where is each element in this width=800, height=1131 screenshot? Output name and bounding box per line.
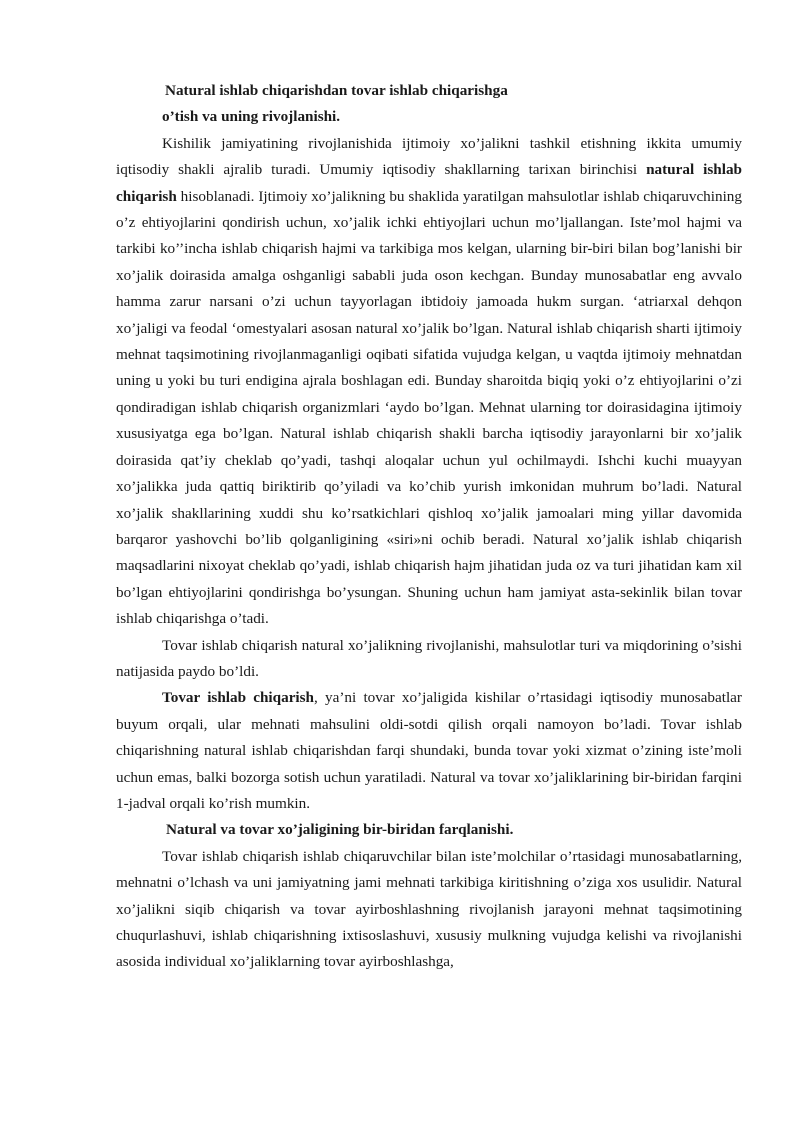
paragraph-natural-production — [116, 131, 742, 633]
paragraph-commodity-relations: Tovar ishlab chiqarish ishlab chiqaruvchilar bilan iste’molchilar o’rtasidagi munosabatlarning, mehnatni o’lchash va uni jamiyatning jami mehnati tarkibiga kiritishning o’ziga xos usulidir. Natural xo’jalikni siqib chiqarish va tovar ayirboshlashning rivojlanish jarayoni mehnat taqsimotining chuqurlashuvi, ishlab chiqarishning ixtisoslashuvi, xususiy mulkning vujudga kelishi va rivojlanishi asosida individual xo’jaliklarning tovar ayirboshlashga, — [116, 847, 742, 971]
section-heading: Natural va tovar xo’jaligining bir-biridan farqlanishi. — [166, 821, 514, 839]
term-natural-production: natural ishlab chiqarish — [116, 161, 742, 205]
heading-line-1: Natural ishlab chiqarishdan tovar ishlab chiqarishga — [165, 82, 508, 99]
paragraph-rest: hisoblanadi. Ijtimoiy xo’jalikning bu shaklida yaratilgan mahsulotlar ishlab chiqaruvchining o’z ehtiyojlarini qondirish uchun, xo’jalik ichki ehtiyojlari uchun mo’ljallangan. Iste’mol hajmi va tarkibi ko’’incha ishlab chiqarish hajmi va tarkibiga mos kelgan, ularning bir-biri bilan bog’lanishi bir xo’jalik doirasida amalga oshganligi sababli juda oson kechgan. Bunday munosabatlar eng avvalo hamma zarur narsani o’zi uchun tayyorlagan ibtidoiy jamoada hukm surgan. ‘atriarxal dehqon xo’jaligi va feodal ‘omestyalari asosan natural xo’jalik bo’lgan. Natural ishlab chiqarish sharti ijtimoiy mehnat taqsimotining rivojlanmaganligi oqibati sifatida vujudga kelgan, u vaqtda ijtimoiy mehnatdan uning u yoki bu turi endigina ajrala boshlagan edi. Bunday sharoitda biqiq yoki o’z ehtiyojlarini o’zi qondiradigan ishlab chiqarish organizmlari ‘aydo bo’lgan. Mehnat ularning tor doirasidagina ijtimoiy xususiyatga ega bo’lgan. Natural ishlab chiqarish shakli barcha iqtisodiy jarayonlarni bir xo’jalik doirasida qat’iy cheklab qo’yadi, tashqi aloqalar uchun yul ochilmaydi. Ishchi kuchi muayyan xo’jalikka juda qattiq biriktirib qo’yiladi va ko’chib yurish imkonidan muhrum bo’ladi. Natural xo’jalik shakllarining xuddi shu ko’rsatkichlari qishloq xo’jalik jamoalari ming yillar davomida barqaror yashovchi bo’lib qolganligining «siri»ni ochib beradi. Natural xo’jalik ishlab chiqarish maqsadlarini nixoyat cheklab qo’yadi, ishlab chiqarish hajm jihatidan juda oz va turi jihatidan kam xil bo’lgan ehtiyojlarini qondirishga bo’ysungan. Shuning uchun ham jamiyat asta-sekinlik bilan tovar ishlab chiqarishga o’tadi. — [116, 187, 742, 628]
paragraph-rest: , ya’ni tovar xo’jaligida kishilar o’rtasidagi iqtisodiy munosabatlar buyum orqali, ular mehnati mahsulini oldi-sotdi qilish orqali namoyon bo’ladi. Tovar ishlab chiqarishning natural ishlab chiqarishdan farqi shundaki, bunda tovar yoki xizmat o’zining iste’moli uchun emas, balki bozorga sotish uchun yaratiladi. Natural va tovar xo’jaliklarining bir-biridan farqini 1-jadval orqali ko’rish mumkin. — [116, 689, 742, 812]
paragraph-lead: Kishilik jamiyatining rivojlanishida ijtimoiy xo’jalikni tashkil etishning ikkita umumiy iqtisodiy shakli ajralib turadi. Umumiy iqtisodiy shakllarning tarixan birinchisi — [116, 134, 742, 179]
document-body — [116, 78, 742, 976]
term-commodity-production: Tovar ishlab chiqarish — [162, 689, 315, 707]
paragraph-commodity-production — [116, 685, 742, 817]
heading-line-2: o’tish va uning rivojlanishi. — [162, 108, 341, 126]
paragraph-commodity-origin: Tovar ishlab chiqarish natural xo’jalikning rivojlanishi, mahsulotlar turi va miqdorining o’sishi natijasida paydo bo’ldi. — [116, 636, 742, 680]
